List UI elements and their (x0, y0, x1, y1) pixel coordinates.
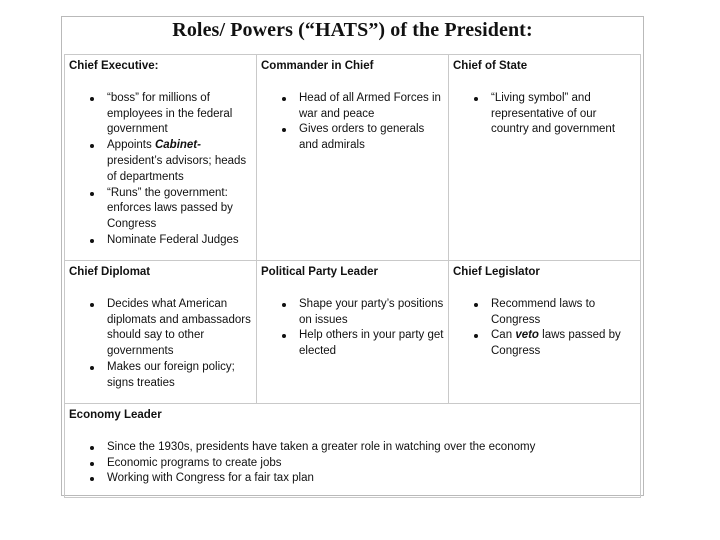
cell-political-party-leader (257, 261, 449, 404)
document-page (61, 16, 644, 496)
cell-chief-legislator (449, 261, 641, 404)
cell-heading: Chief Executive: (69, 60, 159, 72)
bullet-list (453, 297, 636, 360)
list-item: Shape your party’s positions on issues (299, 297, 444, 329)
table-row (65, 261, 641, 404)
cell-heading: Economy Leader (69, 409, 162, 421)
cell-heading: Political Party Leader (261, 266, 378, 278)
list-item: Makes our foreign policy; signs treaties (107, 360, 252, 392)
cell-chief-diplomat (65, 261, 257, 404)
list-item: Recommend laws to Congress (491, 297, 636, 329)
roles-table (64, 54, 641, 498)
list-item: Since the 1930s, presidents have taken a greater role in watching over the economy (107, 440, 636, 456)
table-row (65, 404, 641, 498)
table-row (65, 55, 641, 261)
list-item: Gives orders to generals and admirals (299, 122, 444, 154)
bullet-list (261, 297, 444, 360)
cell-heading: Commander in Chief (261, 60, 374, 72)
emphasis-text: Cabinet- (154, 139, 201, 152)
cell-chief-executive (65, 55, 257, 261)
cell-heading: Chief Diplomat (69, 266, 151, 278)
cell-chief-of-state (449, 55, 641, 261)
list-item: Can veto laws passed by Congress (491, 328, 636, 360)
list-item: “Living symbol” and representative of our country and government (491, 91, 636, 138)
bullet-list (69, 440, 636, 487)
list-item: Working with Congress for a fair tax plan (107, 471, 636, 487)
emphasis-text: veto (515, 329, 539, 342)
list-item: “boss” for millions of employees in the federal government (107, 91, 252, 138)
bullet-list (69, 297, 252, 392)
list-item: Head of all Armed Forces in war and peace (299, 91, 444, 123)
list-item: Economic programs to create jobs (107, 456, 636, 472)
list-item: Nominate Federal Judges (107, 233, 252, 249)
list-item: Appoints Cabinet- president’s advisors; heads of departments (107, 138, 252, 185)
list-item: Decides what American diplomats and ambassadors should say to other governments (107, 297, 252, 360)
cell-economy-leader (65, 404, 641, 498)
list-item: Help others in your party get elected (299, 328, 444, 360)
cell-commander-in-chief (257, 55, 449, 261)
cell-heading: Chief Legislator (453, 266, 540, 278)
bullet-list (261, 91, 444, 154)
bullet-list (69, 91, 252, 249)
bullet-list (453, 91, 636, 138)
cell-heading: Chief of State (453, 60, 528, 72)
list-item: “Runs” the government: enforces laws passed by Congress (107, 186, 252, 233)
page-title: Roles/ Powers (“HATS”) of the President: (172, 19, 533, 41)
